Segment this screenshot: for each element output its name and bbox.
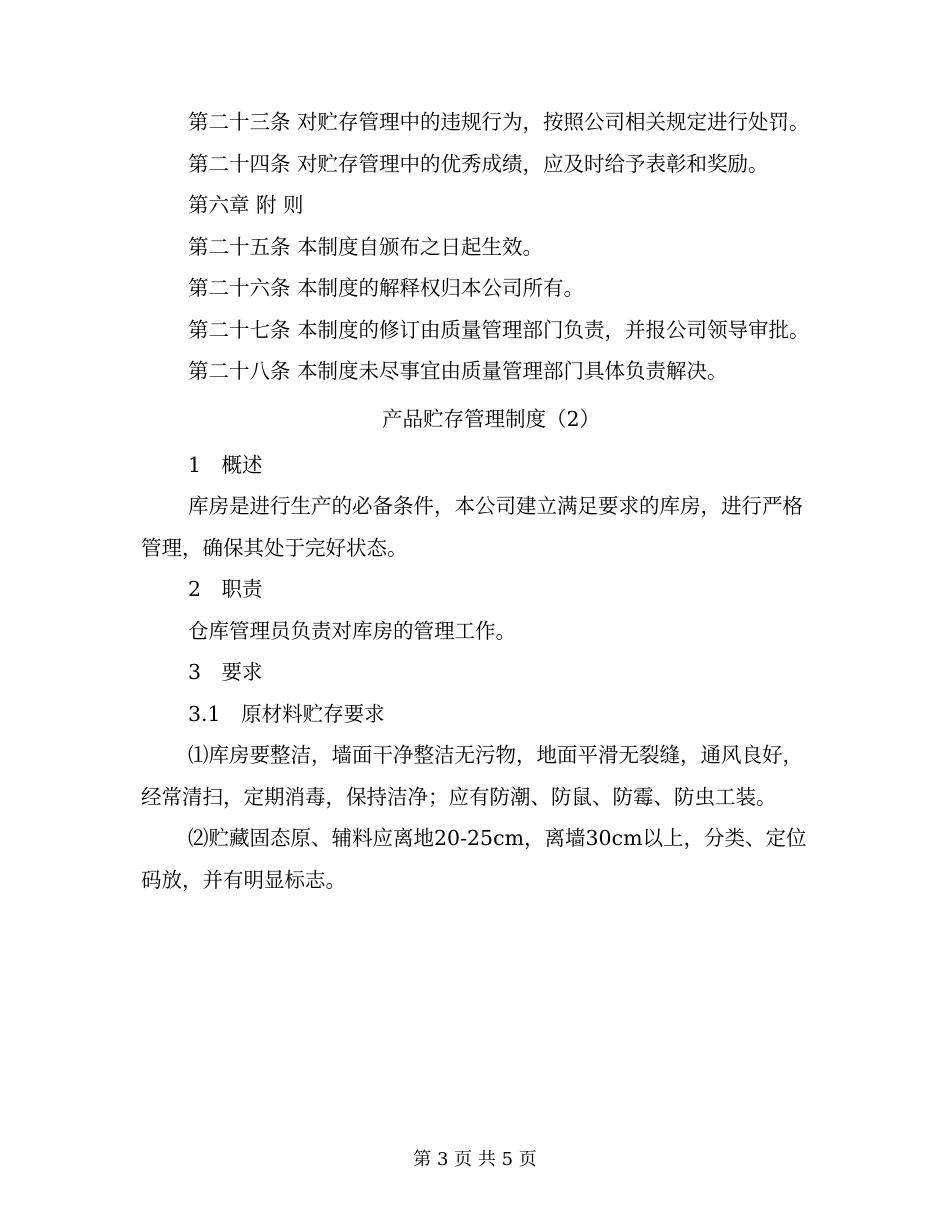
document-body (141, 102, 811, 901)
paragraph-overview: 库房是进行生产的必备条件，本公司建立满足要求的库房，进行严格管理，确保其处于完好状态。 (141, 494, 803, 560)
article-24: 第二十四条 对贮存管理中的优秀成绩，应及时给予表彰和奖励。 (188, 151, 769, 176)
heading-raw-material-storage: 3.1 原材料贮存要求 (188, 701, 385, 726)
article-26: 第二十六条 本制度的解释权归本公司所有。 (188, 276, 585, 300)
page-footer: 第 3 页 共 5 页 (413, 1149, 537, 1170)
article-23: 第二十三条 对贮存管理中的违规行为，按照公司相关规定进行处罚。 (188, 110, 810, 134)
heading-requirements: 3 要求 (188, 660, 263, 684)
article-27: 第二十七条 本制度的修订由质量管理部门负责，并报公司领导审批。 (188, 317, 810, 342)
chapter-6-heading: 第六章 附 则 (188, 193, 304, 217)
heading-overview: 1 概述 (188, 452, 263, 477)
article-25: 第二十五条 本制度自颁布之日起生效。 (188, 234, 544, 259)
section-title: 产品贮存管理制度（2） (381, 406, 601, 431)
requirement-item-1: ⑴库房要整洁，墙面干净整洁无污物，地面平滑无裂缝，通风良好，经常清扫，定期消毒，保持洁净；应有防潮、防鼠、防霉、防虫工装。 (141, 743, 803, 809)
paragraph-duties: 仓库管理员负责对库房的管理工作。 (188, 618, 516, 643)
article-28: 第二十八条 本制度未尽事宜由质量管理部门具体负责解决。 (188, 359, 728, 383)
heading-duties: 2 职责 (188, 577, 263, 601)
requirement-item-2: ⑵贮藏固态原、辅料应离地20-25cm，离墙30cm以上，分类、定位码放，并有明显标志。 (141, 826, 807, 892)
